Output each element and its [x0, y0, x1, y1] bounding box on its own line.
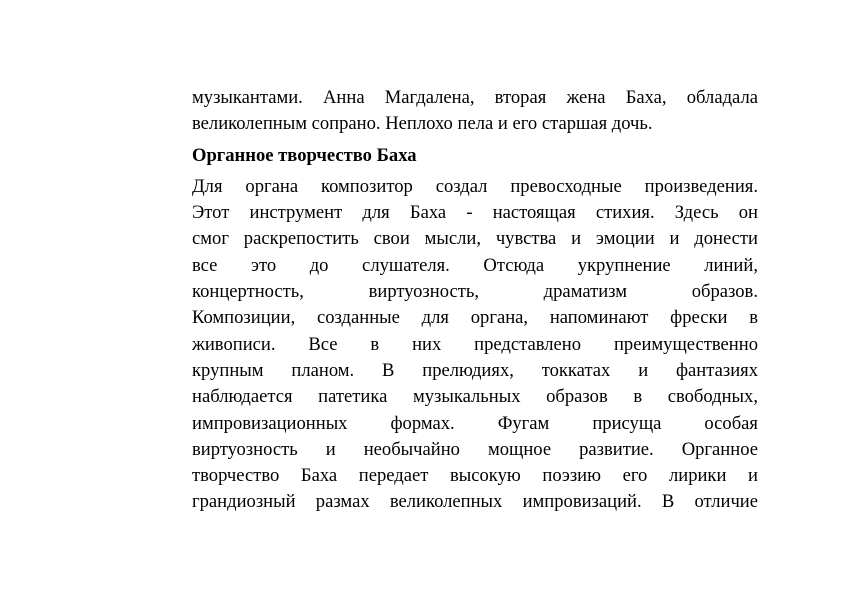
intro-paragraph [192, 85, 758, 138]
text-line: импровизационных формах. Фугам присуща особая [192, 412, 758, 434]
text-line: смог раскрепостить свои мысли, чувства и эмоции и донести [192, 228, 758, 250]
text-line: музыкантами. Анна Магдалена, вторая жена Баха, обладала [192, 87, 758, 108]
text-line: живописи. Все в них представлено преимущественно [192, 333, 758, 355]
text-line: крупным планом. В прелюдиях, токкатах и фантазиях [192, 359, 758, 381]
text-line: концертность, виртуозность, драматизм образов. [192, 281, 758, 303]
section-heading: Органное творчество Баха [192, 144, 417, 166]
text-line: великолепным сопрано. Неплохо пела и его старшая дочь. [192, 113, 653, 135]
text-line: Этот инструмент для Баха - настоящая стихия. Здесь он [192, 202, 758, 224]
text-line: творчество Баха передает высокую поэзию его лирики и [192, 465, 758, 487]
text-line: Композиции, созданные для органа, напоминают фрески в [192, 307, 758, 329]
text-line: виртуозность и необычайно мощное развитие. Органное [192, 438, 758, 460]
text-line: все это до слушателя. Отсюда укрупнение линий, [192, 254, 758, 276]
text-line: Для органа композитор создал превосходные произведения. [192, 175, 758, 197]
document-text [192, 85, 758, 516]
text-line: наблюдается патетика музыкальных образов в свободных, [192, 386, 758, 408]
body-paragraph [192, 174, 758, 516]
text-line: грандиозный размах великолепных импровизаций. В отличие [192, 491, 758, 513]
